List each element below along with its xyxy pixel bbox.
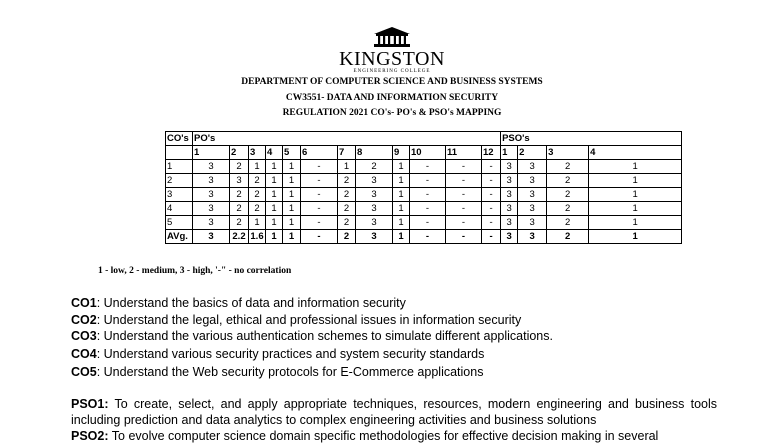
po-value-cell: 1: [393, 160, 410, 174]
co-po-mapping-table: [165, 131, 682, 244]
po-number-header: 4: [266, 146, 283, 160]
pso-value-cell: 2: [547, 230, 589, 244]
po-number-header: 11: [446, 146, 482, 160]
co-code: CO3: [71, 329, 97, 343]
po-value-cell: 2.2: [230, 230, 249, 244]
co-text: : Understand the legal, ethical and professional issues in information security: [96, 313, 522, 327]
po-number-header: 12: [482, 146, 501, 160]
pso-value-cell: 3: [501, 202, 518, 216]
pso-1: [71, 396, 717, 428]
co-text: : Understand the Web security protocols for E-Commerce applications: [96, 365, 484, 379]
po-value-cell: 3: [193, 188, 230, 202]
pso-value-cell: 2: [547, 202, 589, 216]
po-value-cell: 1: [393, 202, 410, 216]
pso-value-cell: 3: [501, 174, 518, 188]
co-code: CO1: [71, 296, 97, 310]
po-value-cell: 3: [193, 160, 230, 174]
pso-value-cell: 3: [501, 216, 518, 230]
po-value-cell: -: [446, 174, 482, 188]
po-value-cell: 2: [249, 202, 266, 216]
po-value-cell: 2: [230, 160, 249, 174]
co-text: : Understand the basics of data and information security: [96, 296, 406, 310]
po-value-cell: 1: [283, 230, 301, 244]
po-value-cell: -: [301, 216, 338, 230]
course-outcome-5: [71, 364, 483, 380]
pso-value-cell: 3: [518, 216, 547, 230]
po-value-cell: 1: [249, 160, 266, 174]
po-number-header: 2: [230, 146, 249, 160]
po-value-cell: -: [301, 230, 338, 244]
po-value-cell: 1: [266, 188, 283, 202]
po-value-cell: -: [482, 202, 501, 216]
row-label-cell: 5: [166, 216, 193, 230]
table-group-header-row: [166, 132, 682, 146]
pso-value-cell: 2: [547, 160, 589, 174]
pso-value-cell: 3: [518, 174, 547, 188]
pso-value-cell: 3: [518, 202, 547, 216]
pso-value-cell: 2: [547, 188, 589, 202]
po-value-cell: 2: [338, 216, 356, 230]
pso-text: To evolve computer science domain specific methodologies for effective decision making in several: [108, 429, 659, 443]
department-heading: DEPARTMENT OF COMPUTER SCIENCE AND BUSINESS SYSTEMS: [241, 77, 543, 87]
po-value-cell: -: [482, 188, 501, 202]
college-tagline: ENGINEERING COLLEGE: [353, 69, 431, 74]
pso-value-cell: 1: [589, 230, 682, 244]
po-value-cell: -: [410, 230, 446, 244]
pso-value-cell: 3: [501, 160, 518, 174]
po-value-cell: 1: [249, 216, 266, 230]
po-value-cell: 1: [393, 174, 410, 188]
po-value-cell: -: [410, 188, 446, 202]
pso-number-header: 2: [518, 146, 547, 160]
po-value-cell: 2: [249, 174, 266, 188]
po-number-header: 9: [393, 146, 410, 160]
pso-number-header: 1: [501, 146, 518, 160]
po-value-cell: 3: [356, 202, 393, 216]
po-number-header: 1: [193, 146, 230, 160]
correlation-legend: 1 - low, 2 - medium, 3 - high, '-" - no correlation: [98, 266, 292, 276]
pso-value-cell: 3: [518, 230, 547, 244]
pso-value-cell: 1: [589, 202, 682, 216]
po-value-cell: -: [446, 230, 482, 244]
po-number-header: 7: [338, 146, 356, 160]
po-value-cell: 3: [193, 202, 230, 216]
po-value-cell: 1: [393, 188, 410, 202]
po-value-cell: 3: [356, 188, 393, 202]
table-row: [166, 216, 682, 230]
po-value-cell: 3: [193, 216, 230, 230]
po-value-cell: -: [301, 160, 338, 174]
po-value-cell: -: [301, 174, 338, 188]
po-value-cell: 3: [356, 230, 393, 244]
corner-header: CO's: [166, 132, 193, 146]
po-number-header: 6: [301, 146, 338, 160]
table-number-header-row: [166, 146, 682, 160]
pso-code: PSO1:: [71, 397, 109, 411]
po-value-cell: 3: [230, 174, 249, 188]
pso-number-header: 3: [547, 146, 589, 160]
row-label-cell: AVg.: [166, 230, 193, 244]
regulation-heading: REGULATION 2021 CO's- PO's & PSO's MAPPING: [282, 108, 502, 118]
po-value-cell: 1: [283, 202, 301, 216]
po-value-cell: 1: [266, 216, 283, 230]
po-value-cell: 3: [193, 174, 230, 188]
po-value-cell: -: [482, 230, 501, 244]
row-label-cell: 3: [166, 188, 193, 202]
po-value-cell: 1: [266, 202, 283, 216]
po-value-cell: 2: [338, 174, 356, 188]
po-value-cell: 3: [193, 230, 230, 244]
po-value-cell: -: [482, 160, 501, 174]
po-value-cell: 1: [393, 216, 410, 230]
pso-value-cell: 3: [501, 230, 518, 244]
pso-value-cell: 1: [589, 216, 682, 230]
pso-value-cell: 3: [518, 188, 547, 202]
po-number-header: 5: [283, 146, 301, 160]
table-row: [166, 188, 682, 202]
pso-value-cell: 2: [547, 216, 589, 230]
po-value-cell: 1: [283, 216, 301, 230]
building-icon: [370, 26, 414, 48]
po-group-header: PO's: [193, 132, 501, 146]
po-value-cell: -: [410, 216, 446, 230]
po-value-cell: 1: [283, 174, 301, 188]
course-outcome-1: [71, 295, 406, 311]
pso-number-header: 4: [589, 146, 682, 160]
course-outcome-2: [71, 312, 521, 328]
po-value-cell: -: [446, 160, 482, 174]
row-label-cell: 2: [166, 174, 193, 188]
po-value-cell: 1: [266, 230, 283, 244]
po-value-cell: 2: [356, 160, 393, 174]
po-value-cell: 1: [393, 230, 410, 244]
po-value-cell: 1: [283, 188, 301, 202]
blank-header-cell: [166, 146, 193, 160]
po-value-cell: 2: [230, 202, 249, 216]
po-value-cell: -: [410, 160, 446, 174]
pso-text: To create, select, and apply appropriate techniques, resources, modern engineering and business tools including prediction and data analytics to complex engineering activities and business solutions: [71, 397, 717, 427]
pso-2: [71, 428, 717, 444]
row-label-cell: 1: [166, 160, 193, 174]
college-logo: [0, 26, 784, 75]
table-row: [166, 202, 682, 216]
pso-value-cell: 3: [501, 188, 518, 202]
pso-value-cell: 1: [589, 160, 682, 174]
po-value-cell: -: [446, 216, 482, 230]
pso-group-header: PSO's: [501, 132, 682, 146]
mapping-rows: [166, 160, 682, 244]
pso-value-cell: 2: [547, 174, 589, 188]
po-value-cell: 2: [338, 188, 356, 202]
college-name: KINGSTON: [339, 48, 445, 70]
po-value-cell: 2: [338, 230, 356, 244]
po-value-cell: -: [410, 174, 446, 188]
table-row: [166, 160, 682, 174]
pso-value-cell: 3: [518, 160, 547, 174]
po-value-cell: 1: [266, 174, 283, 188]
course-outcome-3: [71, 328, 553, 344]
pso-code: PSO2:: [71, 429, 109, 443]
po-value-cell: -: [301, 188, 338, 202]
po-value-cell: 2: [230, 188, 249, 202]
co-code: CO2: [71, 313, 97, 327]
po-value-cell: 1: [283, 160, 301, 174]
po-value-cell: -: [446, 202, 482, 216]
po-value-cell: 3: [356, 174, 393, 188]
co-text: : Understand the various authentication schemes to simulate different applications.: [96, 329, 553, 343]
po-value-cell: -: [301, 202, 338, 216]
po-value-cell: 2: [249, 188, 266, 202]
co-code: CO4: [71, 347, 97, 361]
po-value-cell: 2: [338, 202, 356, 216]
po-value-cell: -: [482, 216, 501, 230]
co-code: CO5: [71, 365, 97, 379]
pso-value-cell: 1: [589, 174, 682, 188]
course-heading: CW3551- DATA AND INFORMATION SECURITY: [285, 93, 499, 103]
average-row: [166, 230, 682, 244]
po-number-header: 3: [249, 146, 266, 160]
co-text: : Understand various security practices and system security standards: [96, 347, 485, 361]
table-row: [166, 174, 682, 188]
po-value-cell: -: [410, 202, 446, 216]
po-value-cell: 1.6: [250, 230, 264, 242]
po-number-header: 8: [356, 146, 393, 160]
po-value-cell: -: [446, 188, 482, 202]
course-outcome-4: [71, 346, 484, 362]
row-label-cell: 4: [166, 202, 193, 216]
po-value-cell: 2: [230, 216, 249, 230]
po-value-cell: -: [482, 174, 501, 188]
po-value-cell: 3: [356, 216, 393, 230]
po-value-cell: 1: [266, 160, 283, 174]
po-number-header: 10: [410, 146, 446, 160]
pso-value-cell: 1: [589, 188, 682, 202]
po-value-cell: 1: [338, 160, 356, 174]
